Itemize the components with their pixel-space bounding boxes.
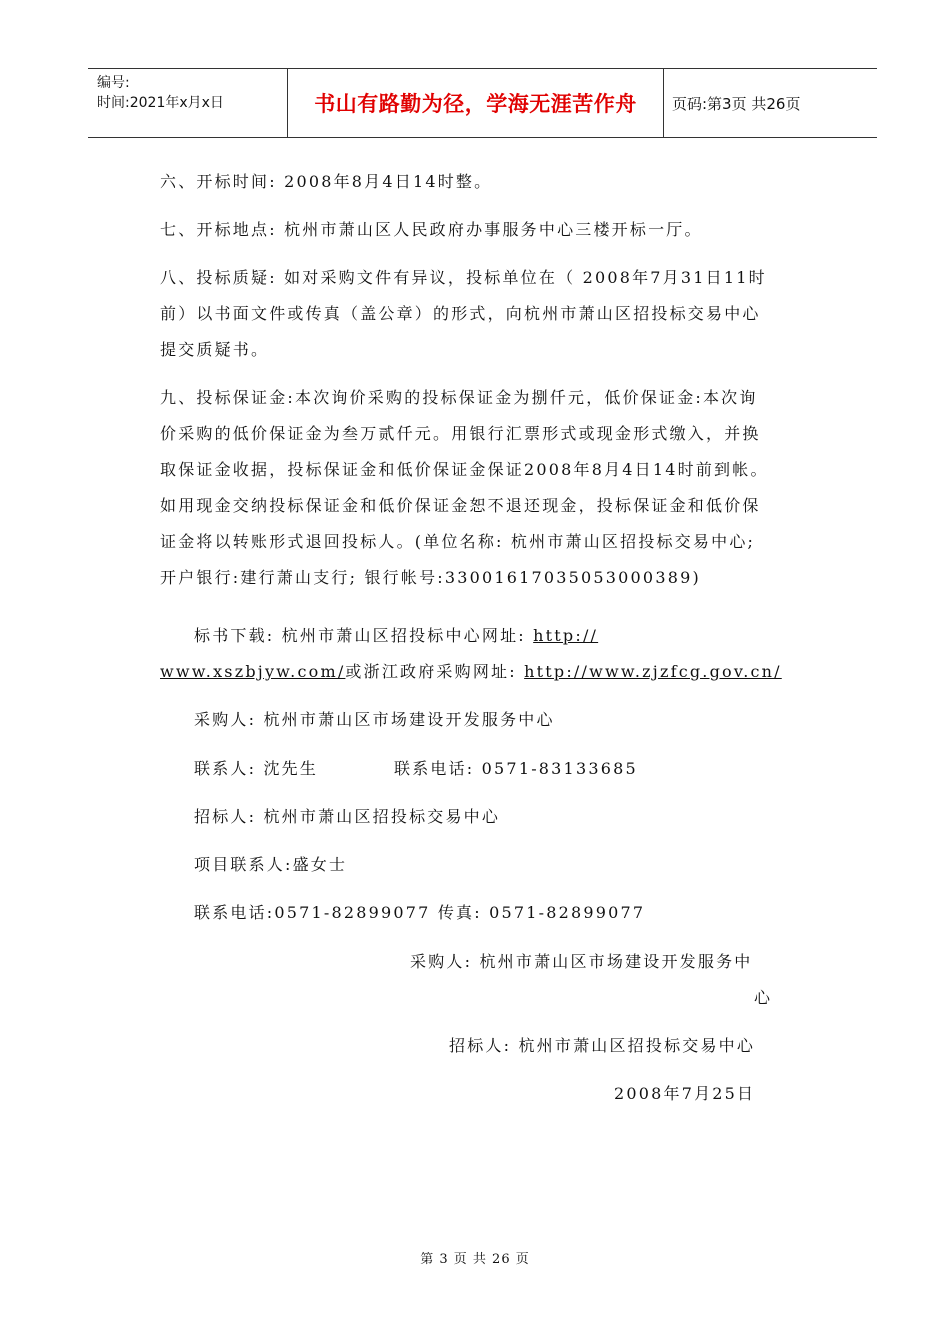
item-9-line-1: 九、投标保证金:本次询价采购的投标保证金为捌仟元，低价保证金:本次询: [160, 388, 758, 407]
item-9-line-4: 如用现金交纳投标保证金和低价保证金恕不退还现金，投标保证金和低价保: [160, 496, 761, 515]
download-mid-text: 或浙江政府采购网址:: [345, 662, 525, 681]
download-line-2: [160, 660, 782, 684]
item-8-line-1: 八、投标质疑: 如对采购文件有异议，投标单位在（ 2008年7月31日11时: [160, 268, 767, 287]
signature-buyer-line-2: 心: [754, 988, 773, 1007]
project-contact: 项目联系人:盛女士: [194, 855, 348, 874]
item-8-line-3: 提交质疑书。: [160, 340, 270, 359]
phone-fax-line: 联系电话:0571-82899077 传真: 0571-82899077: [194, 903, 646, 922]
download-link-part-1[interactable]: http://: [533, 626, 599, 645]
header-motto: 书山有路勤为径，学海无涯苦作舟: [287, 69, 664, 137]
header-meta: [88, 69, 287, 137]
signature-date: 2008年7月25日: [614, 1084, 756, 1103]
header-time: 时间:2021年x月x日: [97, 95, 224, 111]
signature-tenderer: 招标人: 杭州市萧山区招投标交易中心: [449, 1036, 756, 1055]
item-9-line-6: 开户银行:建行萧山支行; 银行帐号:33001617035053000389): [160, 568, 701, 587]
download-line-1: [194, 624, 598, 648]
item-7-bid-opening-place: 七、开标地点: 杭州市萧山区人民政府办事服务中心三楼开标一厅。: [160, 220, 703, 239]
page-footer: 第 3 页 共 26 页: [420, 1252, 530, 1267]
contact-phone: 联系电话: 0571-83133685: [394, 759, 638, 778]
item-8-line-2: 前）以书面文件或传真（盖公章）的形式，向杭州市萧山区招投标交易中心: [160, 304, 761, 323]
item-9-line-5: 证金将以转账形式退回投标人。(单位名称: 杭州市萧山区招投标交易中心;: [160, 532, 756, 551]
item-6-bid-opening-time: 六、开标时间: 2008年8月4日14时整。: [160, 172, 493, 191]
item-9-line-2: 价采购的低价保证金为叁万贰仟元。用银行汇票形式或现金形式缴入，并换: [160, 424, 761, 443]
page-header: [88, 68, 877, 138]
signature-buyer-line-1: 采购人: 杭州市萧山区市场建设开发服务中: [410, 952, 753, 971]
header-number: 编号:: [97, 75, 130, 91]
header-page-number: 页码:第3页 共26页: [672, 94, 801, 113]
tenderer-line: 招标人: 杭州市萧山区招投标交易中心: [194, 807, 501, 826]
contact-person: 联系人: 沈先生: [194, 759, 319, 778]
download-label: 标书下载: 杭州市萧山区招投标中心网址:: [194, 626, 534, 645]
item-9-line-3: 取保证金收据，投标保证金和低价保证金保证2008年8月4日14时前到帐。: [160, 460, 769, 479]
download-link-part-2[interactable]: www.xszbjyw.com/: [160, 662, 346, 681]
buyer-line: 采购人: 杭州市萧山区市场建设开发服务中心: [194, 710, 555, 729]
zjzfcg-link[interactable]: http://www.zjzfcg.gov.cn/: [524, 662, 782, 681]
